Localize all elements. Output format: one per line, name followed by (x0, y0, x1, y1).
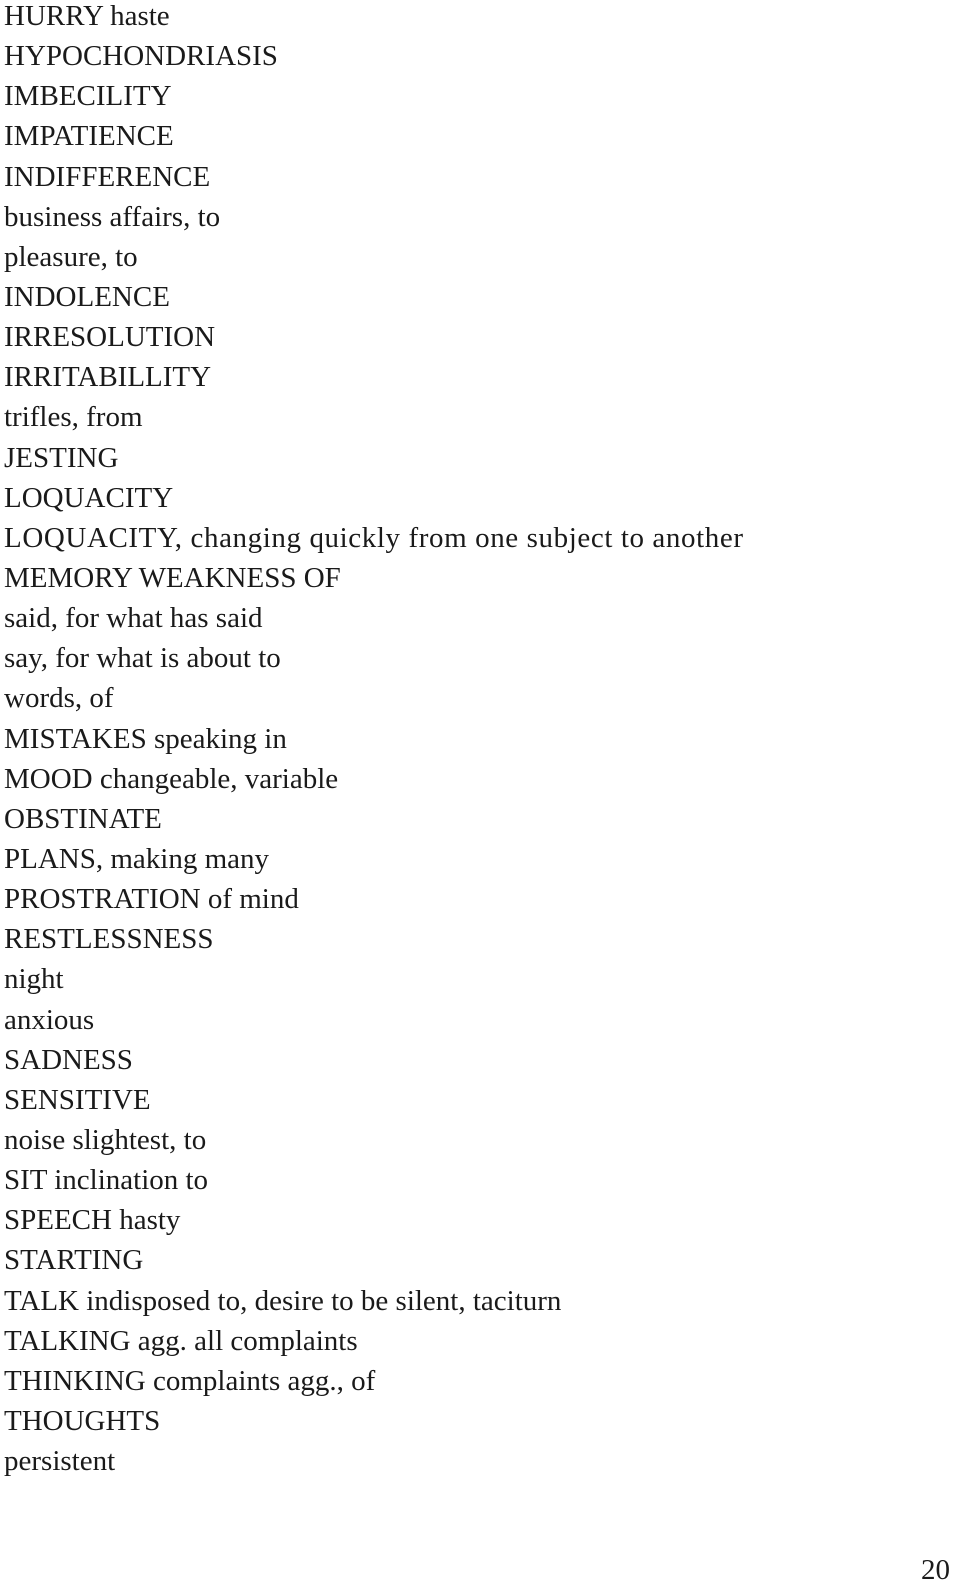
rubric-line: STARTING (4, 1244, 144, 1277)
rubric-line: IMPATIENCE (4, 120, 174, 153)
rubric-list (4, 0, 944, 1481)
rubric-line: INDOLENCE (4, 280, 170, 313)
rubric-line: LOQUACITY (4, 481, 174, 514)
rubric-line: IMBECILITY (4, 80, 172, 113)
rubric-line: SIT inclination to (4, 1164, 209, 1197)
rubric-line: trifles, from (4, 401, 143, 434)
rubric-line: IRRITABILLITY (4, 361, 212, 394)
rubric-line: JESTING (4, 441, 119, 474)
rubric-line: OBSTINATE (4, 802, 162, 835)
rubric-line: PLANS, making many (4, 842, 270, 875)
rubric-line: MISTAKES speaking in (4, 722, 287, 755)
rubric-line: say, for what is about to (4, 642, 281, 675)
rubric-line: noise slightest, to (4, 1123, 207, 1156)
rubric-line: words, of (4, 682, 114, 715)
rubric-line: persistent (4, 1445, 116, 1478)
rubric-line: RESTLESSNESS (4, 923, 214, 956)
rubric-line: THOUGHTS (4, 1404, 161, 1437)
rubric-line: IRRESOLUTION (4, 321, 216, 354)
rubric-line: pleasure, to (4, 240, 138, 273)
rubric-line: MOOD changeable, variable (4, 762, 339, 795)
page-number: 20 (921, 1554, 950, 1586)
rubric-line: night (4, 963, 64, 996)
rubric-line: TALKING agg. all complaints (4, 1324, 358, 1357)
rubric-line: SADNESS (4, 1043, 133, 1076)
rubric-line: TALK indisposed to, desire to be silent, taciturn (4, 1284, 562, 1317)
rubric-line: INDIFFERENCE (4, 160, 211, 193)
rubric-line: LOQUACITY, changing quickly from one subject to another (4, 521, 744, 554)
rubric-line: THINKING complaints agg., of (4, 1364, 376, 1397)
rubric-line: PROSTRATION of mind (4, 883, 299, 916)
rubric-line: SPEECH hasty (4, 1204, 181, 1237)
rubric-line: said, for what has said (4, 602, 263, 635)
rubric-line: MEMORY WEAKNESS OF (4, 561, 341, 594)
rubric-line: business affairs, to (4, 200, 221, 233)
rubric-line: HURRY haste (4, 0, 170, 32)
rubric-line: SENSITIVE (4, 1083, 151, 1116)
rubric-line: anxious (4, 1003, 95, 1036)
rubric-line: HYPOCHONDRIASIS (4, 40, 278, 73)
